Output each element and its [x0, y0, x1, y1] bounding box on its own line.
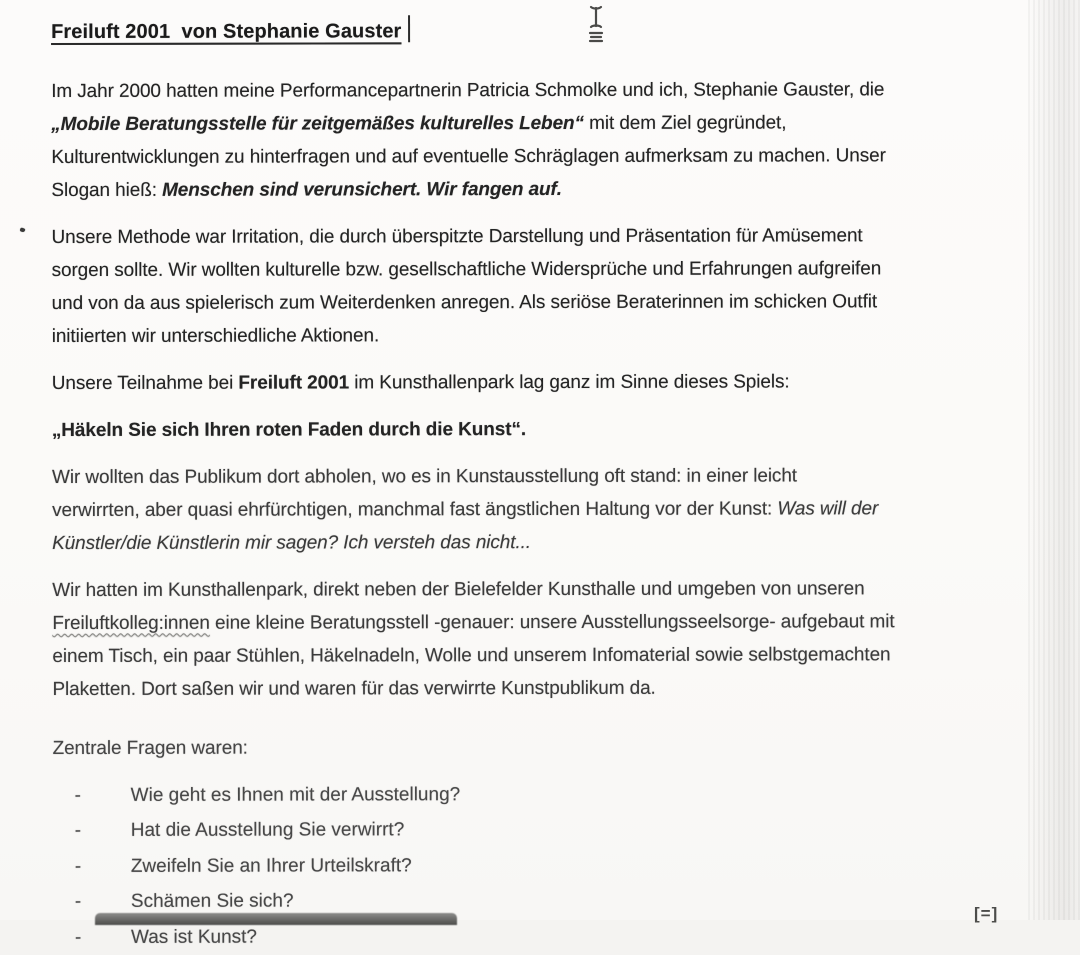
paragraph-motto[interactable]: „Häkeln Sie sich Ihren roten Faden durch die Kunst“. [51, 418, 527, 441]
list-marker: - [74, 926, 82, 948]
paragraph-participation[interactable]: Unsere Teilnahme bei Freiluft 2001 im Kunsthallenpark lag ganz im Sinne dieses Spiels: [51, 371, 790, 394]
questions-list [53, 776, 1053, 955]
partial-bottom-mark: [=] [974, 904, 999, 923]
list-item[interactable] [53, 847, 1053, 885]
questions-intro[interactable]: Zentrale Fragen waren: [52, 737, 248, 759]
page-title[interactable] [51, 16, 410, 48]
list-item-text: Was ist Kunst? [130, 926, 257, 948]
document-content [51, 1, 1053, 955]
list-item[interactable] [53, 776, 1053, 814]
list-item[interactable] [53, 811, 1053, 849]
list-item-text: Wie geht es Ihnen mit der Ausstellung? [130, 783, 461, 806]
paragraph-method[interactable]: Unsere Methode war Irritation, die durch überspitzte Darstellung und Präsentation für Amüsement sorgen sollte. Wir wollten kulturelle bzw. gesellschaftliche Widersprüche und Erfahrungen aufgreifen und von da aus spielerisch zum Weiterdenken anregen. Als seriöse Beraterinnen im schicken Outfit initiierten wir unterschiedliche Aktionen. [51, 225, 882, 347]
list-marker: - [74, 855, 82, 877]
scan-edge-strip [95, 913, 457, 925]
paragraph-setup[interactable]: Wir hatten im Kunsthallenpark, direkt neben der Bielefelder Kunsthalle und umgeben von unseren Freiluftkolleg:innen eine kleine Beratungsstell -genauer: unsere Ausstellungsseelsorge- aufgebaut mit einem Tisch, ein paar Stühlen, Häkelnadeln, Wolle und unserem Infomaterial sowie selbstgemachten Plaketten. Dort saßen wir und waren für das verwirrte Kunstpublikum da. [52, 578, 895, 700]
page-title-text: Freiluft 2001 von Stephanie Gauster [51, 20, 402, 44]
list-marker: - [74, 784, 82, 806]
text-caret [408, 16, 410, 43]
paragraph-founding[interactable]: Im Jahr 2000 hatten meine Performancepartnerin Patricia Schmolke und ich, Stephanie Gauster, die „Mobile Beratungsstelle für zeitgemäßes kulturelles Leben“ mit dem Ziel gegründet, Kulturentwicklungen zu hinterfragen und auf eventuelle Schräglagen aufmerksam zu machen. Unser Slogan hieß: Menschen sind verunsichert. Wir fangen auf. [51, 79, 886, 201]
list-item-text: Schämen Sie sich? [130, 890, 294, 913]
scan-speck-artifact [19, 227, 25, 232]
list-item-text: Hat die Ausstellung Sie verwirrt? [130, 819, 405, 842]
list-item-text: Zweifeln Sie an Ihrer Urteilskraft? [130, 855, 412, 877]
list-marker: - [74, 891, 82, 913]
list-marker: - [74, 820, 82, 842]
paragraph-audience[interactable]: Wir wollten das Publikum dort abholen, wo es in Kunstausstellung oft stand: in einer leicht verwirrten, aber quasi ehrfürchtigen, manchmal fast ängstlichen Haltung vor der Kunst: Was will der Künstler/die Künstlerin mir sagen? Ich versteh das nicht... [51, 465, 879, 554]
